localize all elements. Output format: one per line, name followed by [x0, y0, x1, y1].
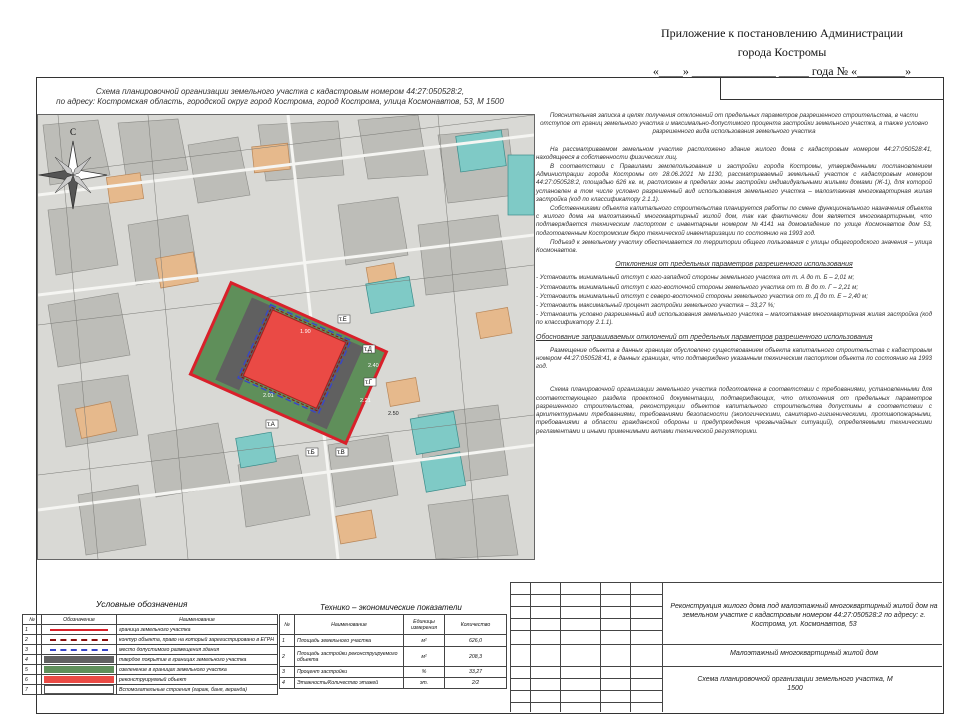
north-label: С [70, 127, 77, 137]
marker-a [266, 420, 278, 428]
note-p6: Схема планировочной организации земельного участка подготовлена в соответствии с требованиями, установленными для соответствующего раздела проектной документации, подтверждающих, что отклонения от предельных параметров разрешенного строительства, реконструкции объектов капитального строительства допустимы в соответствии с архитектурными требованиями, требованиями безопасности (экологическими, санитарно-гигиеническими, противопожарными, требованиями в области гражданской обороны и предупреждения чрезвычайных ситуаций), определяемыми техническими регламентами и иными применимыми актами технической регуляторики. [536, 386, 932, 435]
legend-swatch-hard [42, 655, 117, 665]
legend-col-name: Наименование [117, 615, 278, 625]
tep-col-unit: Единицы измерения [404, 615, 445, 635]
header-line-2: города Костромы [737, 45, 827, 59]
marker-d [363, 345, 375, 353]
stamp-project: Реконструкция жилого дома под малоэтажный многоквартирный жилой дом на земельном участке с кадастровым номером 44:27:050528:2 по адресу: г. Кострома, ул. Космонавтов, 53 [670, 603, 938, 628]
note-p1: На рассматриваемом земельном участке расположено здание жилого дома с кадастровым номером 44:27:050528:41, находящееся в собственности физических лиц. [536, 145, 932, 161]
stamp-sheet-name: Схема планировочной организации земельного участка, М 1500 [697, 676, 893, 692]
legend-swatch-object [42, 675, 117, 685]
note-p2: В соответствии с Правилами землепользования и застройки города Костромы, утвержденными постановлением Администрации города Костромы от 28.06.2021 №1130, рассматриваемый земельный участок с кадастровым номером 44:27:050528:2, площадью 626 кв. м, расположен в пределах зоны застройки индивидуальными жилыми домами (Ж-1), для которой установлен в том числе условно разрешенный вид использования земельного участка – малоэтажная многоквартирная жилая застройка (код по классификатору 2.1.1). [536, 163, 932, 203]
site-plan-map [37, 114, 535, 560]
note-p5: Размещение объекта в данных границах обусловлено существованием объекта капитального строительства с кадастровым номером 44:27:050528:41, в данных границах, что подтверждено указанным техническим паспортом объекта по состоянию на 1993 год. [536, 346, 932, 371]
title-block [510, 582, 942, 712]
tep-row: 1 Площадь земельного участка м² 626,0 [280, 635, 507, 647]
svg-text:т.Б: т.Б [307, 450, 315, 456]
legend-row: 6 реконструируемый объект [23, 675, 278, 685]
legend-col-num: № [23, 615, 42, 625]
legend-row: 2 контур объекта, право на который зарегистрировано в ЕГРН [23, 635, 278, 645]
svg-text:1.90: 1.90 [300, 329, 311, 335]
tep-col-qty: Количество [445, 615, 507, 635]
legend-title: Условные обозначения [96, 599, 188, 609]
legend-row: 4 твердое покрытие в границах земельного участка [23, 655, 278, 665]
svg-text:т.Д: т.Д [364, 347, 372, 353]
svg-text:2.01: 2.01 [263, 393, 274, 399]
tep-row: 4 Этажность/Количество этажей эт. 2/2 [280, 678, 507, 689]
marker-e [338, 315, 350, 323]
svg-text:т.Е: т.Е [339, 317, 347, 323]
legend-row: 7 Вспомогательные строения (гараж, баня, веранда) [23, 685, 278, 695]
site-plan-svg [38, 115, 534, 559]
legend-row: 1 граница земельного участка [23, 625, 278, 635]
tep-table [279, 614, 507, 689]
legend-swatch-auxiliary [42, 685, 117, 695]
approval-header [632, 24, 932, 81]
note-item-2: - Установить минимальный отступ с юго-восточной стороны земельного участка от т. В до т. Г – 2,21 м; [536, 283, 859, 291]
note-p4: Подъезд к земельному участку обеспечивается по территории общего пользования с улицы общегородского значения – улица Космонавтов. [536, 238, 932, 255]
marker-b [306, 448, 318, 456]
svg-text:2.21: 2.21 [360, 398, 371, 404]
map-title [40, 87, 520, 107]
legend-swatch-placement [42, 645, 117, 655]
header-line-3: «____» ______________ _____ года № «________» [652, 64, 912, 78]
tep-col-name: Наименование [295, 615, 404, 635]
map-title-line-1: Схема планировочной организации земельного участка с кадастровым номером 44:27:050528:2, [95, 87, 465, 96]
note-item-4: - Установить максимальный процент застройки земельного участка – 33,27 %; [536, 302, 775, 310]
stamp-object: Малоэтажный многоквартирный жилой дом [729, 650, 879, 657]
svg-text:т.В: т.В [337, 450, 345, 456]
explanatory-note [536, 112, 932, 437]
marker-v [336, 448, 348, 456]
svg-text:т.Г: т.Г [365, 380, 372, 386]
legend-table [22, 614, 278, 695]
legend-row: 3 место допустимого размещения здания [23, 645, 278, 655]
map-title-line-2: по адресу: Костромская область, городской округ город Кострома, город Кострома, улица Космонавтов, 53, М 1500 [56, 97, 504, 106]
svg-text:2.50: 2.50 [388, 411, 399, 417]
tep-title: Технико – экономические показатели [320, 603, 462, 612]
tep-row: 3 Процент застройки % 33,27 [280, 667, 507, 678]
note-title: Пояснительная записка в целях получения отклонений от предельных параметров разрешенного строительства, в части отступов от границ земельного участка и максимально-допустимого процента застройки земельного участка, а также условно разрешенного вида использования земельного участка [540, 112, 928, 136]
legend-row: 5 озеленение в границах земельного участка [23, 665, 278, 675]
note-item-1: - Установить минимальный отступ с юго-западной стороны земельного участка от т. А до т. Б – 2,01 м; [536, 274, 855, 282]
legend-swatch-registered-contour [42, 635, 117, 645]
marker-g [364, 378, 376, 386]
note-item-5: - Установить условно разрешенный вид использования земельного участка – малоэтажная многоквартирная жилая застройка (код по классификатору 2.1.1). [536, 311, 932, 327]
note-section-deviations: Отклонения от предельных параметров разрешенного использования [615, 261, 853, 269]
tep-row: 2 Площадь застройки реконструируемого объекта м² 208,3 [280, 647, 507, 667]
note-section-justification: Обоснование запрашиваемых отклонений от предельных параметров разрешенного использования [536, 333, 873, 341]
legend-swatch-green [42, 665, 117, 675]
svg-text:т.А: т.А [267, 422, 275, 428]
header-line-1: Приложение к постановлению Администрации [661, 26, 903, 40]
legend-swatch-boundary [42, 625, 117, 635]
tep-col-num: № [280, 615, 295, 635]
svg-text:2.40: 2.40 [368, 363, 379, 369]
sheet-top-tab [720, 77, 943, 100]
legend-col-symbol: Обозначение [42, 615, 117, 625]
note-p3: Собственниками объекта капитального строительства планируется работы по смене функционального назначения объекта с жилого дома на малоэтажный многоквартирный жилой дом, так как фактически дом является многоквартирным, что подтверждается техническим паспортом с инвентарным номером №4141 на домовладение по улице Космонавтов дом 53, подготовленным Костромским бюро технической инвентаризации по состоянию на 1993 год. [536, 205, 932, 237]
note-item-3: - Установить минимальный отступ с северо-восточной стороны земельного участка от т. Д до т. Е – 2,40 м; [536, 292, 869, 300]
